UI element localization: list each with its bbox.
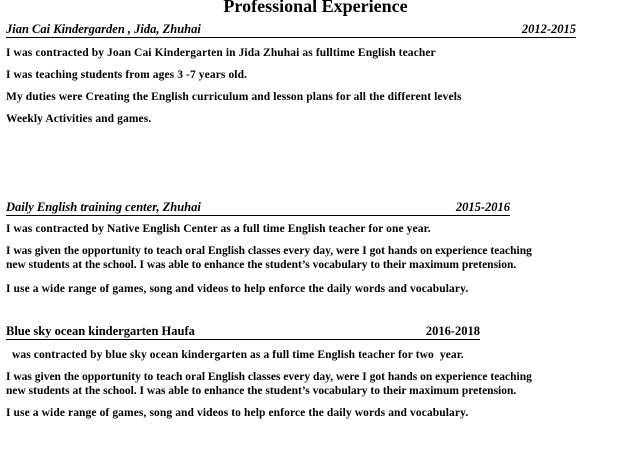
text-line: I was given the opportunity to teach oral English classes every day, were I got hands on experience teaching <box>6 371 532 383</box>
employment-years: 2015-2016 <box>455 200 510 214</box>
text-line: I was contracted by Joan Cai Kindergarten in Jida Zhuhai as fulltime English teacher <box>6 47 436 59</box>
text-line: I was given the opportunity to teach oral English classes every day, were I got hands on experience teaching <box>6 245 532 257</box>
text-line: My duties were Creating the English curriculum and lesson plans for all the different levels <box>6 91 462 103</box>
section-heading-blue-sky <box>6 324 480 340</box>
text-line: new students at the school. I was able to enhance the student’s vocabulary to their maximum pretension. <box>6 385 517 397</box>
text-line: I was contracted by Native English Center as a full time English teacher for one year. <box>6 223 431 235</box>
text-line: was contracted by blue sky ocean kindergarten as a full time English teacher for two year. <box>6 349 464 361</box>
employer-name: Daily English training center, Zhuhai <box>6 200 201 214</box>
employer-name: Jian Cai Kindergarden , Jida, Zhuhai <box>6 22 201 36</box>
paragraph <box>6 370 618 398</box>
employer-name: Blue sky ocean kindergarten Haufa <box>6 324 195 338</box>
section-heading-daily-english <box>6 200 510 216</box>
employment-years: 2016-2018 <box>425 324 480 338</box>
text-line: I was teaching students from ages 3 -7 years old. <box>6 69 248 81</box>
text-line: new students at the school. I was able to enhance the student’s vocabulary to their maximum pretension. <box>6 259 517 271</box>
section-heading-jian-cai <box>6 22 576 38</box>
text-line: I use a wide range of games, song and videos to help enforce the daily words and vocabulary. <box>6 283 469 295</box>
page-title: Professional Experience <box>223 0 408 16</box>
employment-years: 2012-2015 <box>521 22 576 36</box>
text-line: Weekly Activities and games. <box>6 113 152 125</box>
text-line: I use a wide range of games, song and videos to help enforce the daily words and vocabulary. <box>6 407 469 419</box>
paragraph <box>6 244 618 272</box>
